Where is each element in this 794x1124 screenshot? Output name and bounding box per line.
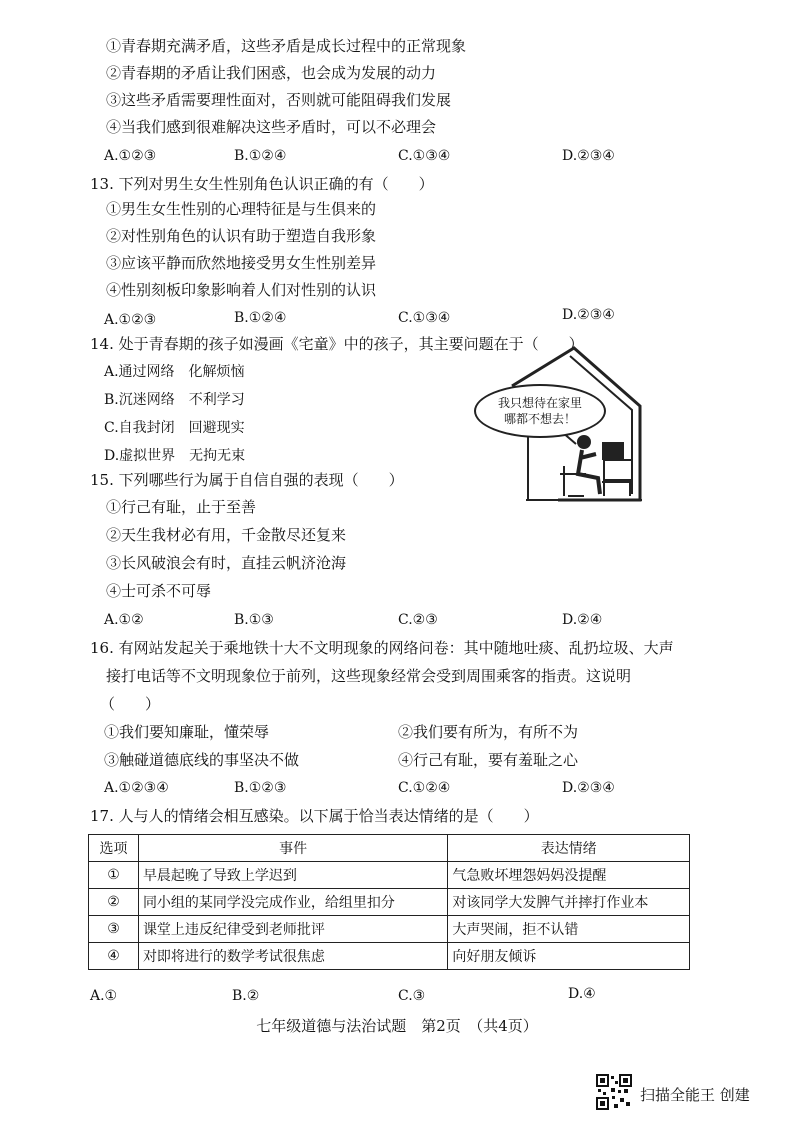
q15-item-2: ②天生我材必有用，千金散尽还复来 — [106, 526, 347, 544]
table-cell: ① — [89, 862, 139, 889]
table-cell: ④ — [89, 943, 139, 970]
q13-choice-c: C.①③④ — [398, 310, 451, 326]
page-footer: 七年级道德与法治试题 第2页 （共4页） — [256, 1017, 538, 1035]
q16-item-4: ④行己有耻，要有羞耻之心 — [398, 751, 579, 769]
q12-choice-b: B.①②④ — [234, 148, 287, 164]
table-header-row — [89, 835, 690, 862]
q16-item-2: ②我们要有所为，有所不为 — [398, 723, 579, 741]
q16-stem-3: （ ） — [100, 695, 161, 713]
table-cell: 大声哭闹，拒不认错 — [448, 916, 690, 943]
qr-code-icon — [596, 1074, 632, 1110]
q15-choice-d: D.②④ — [562, 612, 603, 628]
table-row — [89, 889, 690, 916]
q14-choice-b: B.沉迷网络 不利学习 — [104, 392, 245, 408]
q13-item-2: ②对性别角色的认识有助于塑造自我形象 — [106, 227, 377, 245]
q14-choice-c: C.自我封闭 回避现实 — [104, 420, 245, 436]
q16-stem-1: 16. 有网站发起关于乘地铁十大不文明现象的网络问卷：其中随地吐痰、乱扔垃圾、大声 — [90, 639, 674, 657]
q12-item-1: ①青春期充满矛盾，这些矛盾是成长过程中的正常现象 — [106, 37, 467, 55]
table-header-event: 事件 — [138, 835, 447, 862]
q16-choice-d: D.②③④ — [562, 780, 615, 796]
table-cell: 对该同学大发脾气并摔打作业本 — [448, 889, 690, 916]
table-cell: ③ — [89, 916, 139, 943]
q12-item-3: ③这些矛盾需要理性面对，否则就可能阻碍我们发展 — [106, 91, 452, 109]
q15-stem: 15. 下列哪些行为属于自信自强的表现（ ） — [90, 471, 404, 489]
q17-choice-c: C.③ — [398, 988, 426, 1004]
q12-choice-d: D.②③④ — [562, 148, 615, 164]
q15-item-4: ④士可杀不可辱 — [106, 582, 212, 600]
q15-choice-c: C.②③ — [398, 612, 438, 628]
q16-stem-2: 接打电话等不文明现象位于前列，这些现象经常会受到周围乘客的指责。这说明 — [106, 667, 632, 685]
q13-choice-b: B.①②④ — [234, 310, 287, 326]
q12-choice-a: A.①②③ — [104, 148, 157, 164]
q13-item-3: ③应该平静而欣然地接受男女生性别差异 — [106, 254, 377, 272]
q17-choice-d: D.④ — [568, 986, 596, 1002]
q16-item-1: ①我们要知廉耻，懂荣辱 — [104, 723, 270, 741]
q16-item-3: ③触碰道德底线的事坚决不做 — [104, 751, 300, 769]
q17-stem: 17. 人与人的情绪会相互感染。以下属于恰当表达情绪的是（ ） — [90, 807, 539, 825]
table-row — [89, 862, 690, 889]
q14-choice-d: D.虚拟世界 无拘无束 — [104, 448, 246, 464]
q13-choice-d: D.②③④ — [562, 307, 615, 323]
q16-choice-a: A.①②③④ — [104, 780, 169, 796]
table-cell: ② — [89, 889, 139, 916]
q17-choice-b: B.② — [232, 988, 260, 1004]
q15-choice-a: A.①② — [104, 612, 144, 628]
speech-bubble — [474, 384, 606, 438]
q12-item-4: ④当我们感到很难解决这些矛盾时，可以不必理会 — [106, 118, 437, 136]
q15-item-3: ③长风破浪会有时，直挂云帆济沧海 — [106, 554, 347, 572]
table-cell: 向好朋友倾诉 — [448, 943, 690, 970]
table-cell: 气急败坏埋怨妈妈没提醒 — [448, 862, 690, 889]
table-header-emotion: 表达情绪 — [448, 835, 690, 862]
q12-choice-c: C.①③④ — [398, 148, 451, 164]
table-cell: 早晨起晚了导致上学迟到 — [138, 862, 447, 889]
scanner-watermark: 扫描全能王 创建 — [640, 1086, 750, 1104]
table-cell: 课堂上违反纪律受到老师批评 — [138, 916, 447, 943]
q17-table — [88, 834, 690, 970]
q13-choice-a: A.①②③ — [104, 312, 157, 328]
q15-choice-b: B.①③ — [234, 612, 274, 628]
table-cell: 对即将进行的数学考试很焦虑 — [138, 943, 447, 970]
q14-choice-a: A.通过网络 化解烦恼 — [104, 364, 245, 380]
bubble-line-2: 哪都不想去！ — [503, 412, 576, 426]
q15-item-1: ①行己有耻，止于至善 — [106, 498, 257, 516]
table-cell: 同小组的某同学没完成作业，给组里扣分 — [138, 889, 447, 916]
q13-item-1: ①男生女生性别的心理特征是与生俱来的 — [106, 200, 377, 218]
q17-choice-a: A.① — [90, 988, 118, 1004]
q12-item-2: ②青春期的矛盾让我们困惑，也会成为发展的动力 — [106, 64, 437, 82]
q13-item-4: ④性别刻板印象影响着人们对性别的认识 — [106, 281, 377, 299]
q16-choice-b: B.①②③ — [234, 780, 287, 796]
table-row — [89, 916, 690, 943]
q13-stem: 13. 下列对男生女生性别角色认识正确的有（ ） — [90, 175, 434, 193]
q14-stem: 14. 处于青春期的孩子如漫画《宅童》中的孩子，其主要问题在于（ ） — [90, 335, 584, 353]
bubble-line-1: 我只想待在家里 — [497, 396, 582, 410]
q16-choice-c: C.①②④ — [398, 780, 451, 796]
table-row — [89, 943, 690, 970]
table-header-option: 选项 — [89, 835, 139, 862]
